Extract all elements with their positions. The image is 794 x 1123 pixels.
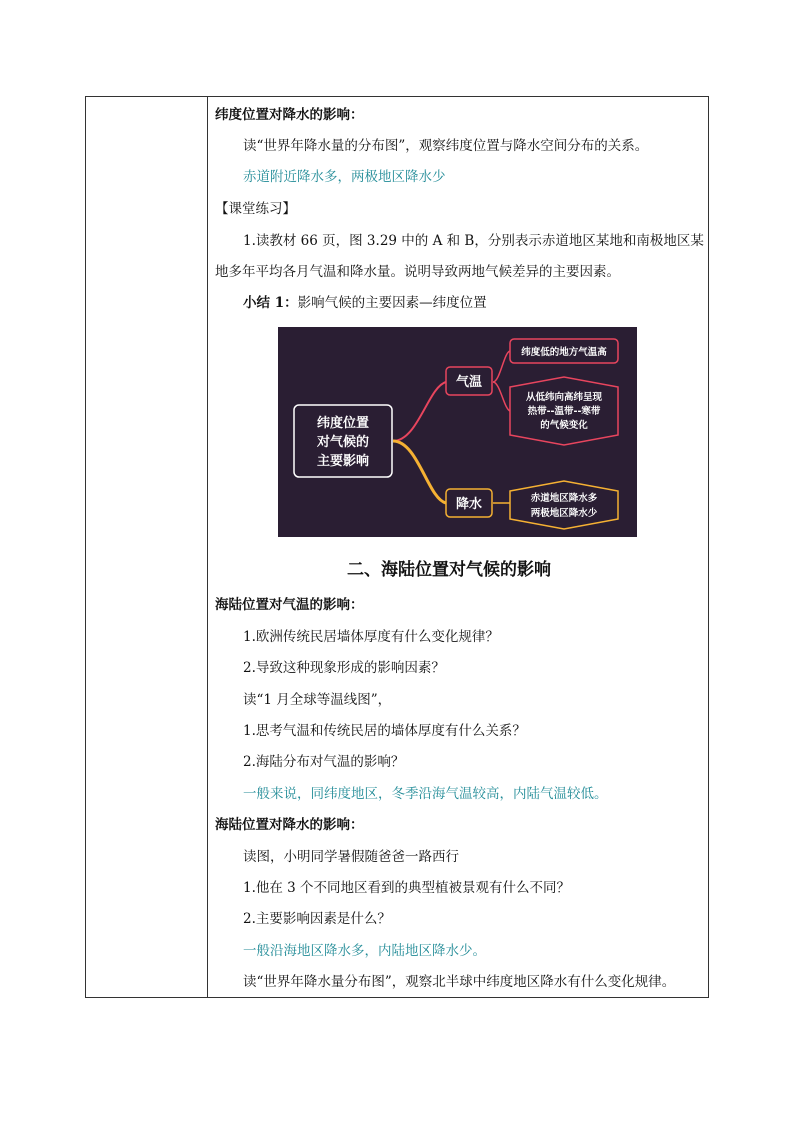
precip-point-line-2: 两极地区降水少 <box>530 508 598 519</box>
question: 2.导致这种现象形成的影响因素？ <box>243 660 445 676</box>
precip-point-node <box>510 481 618 529</box>
section-heading: 海陆位置对气温的影响： <box>215 597 364 613</box>
section-title: 二、海陆位置对气候的影响 <box>347 560 551 580</box>
answer-text: 一般沿海地区降水多，内陆地区降水少。 <box>243 943 486 959</box>
question: 1.他在 3 个不同地区看到的典型植被景观有什么不同？ <box>243 880 571 896</box>
question: 2.海陆分布对气温的影响？ <box>243 754 405 770</box>
center-line-3: 主要影响 <box>316 454 370 469</box>
paragraph: 读“世界年降水量分布图”，观察北半球中纬度地区降水有什么变化规律。 <box>243 974 676 990</box>
paragraph: 读“1 月全球等温线图”， <box>243 692 392 708</box>
precip-point-line-1: 赤道地区降水多 <box>530 493 598 504</box>
lesson-table <box>85 96 709 998</box>
question: 1.思考气温和传统民居的墙体厚度有什么关系？ <box>243 723 526 739</box>
paragraph: 1.读教材 66 页，图 3.29 中的 A 和 B，分别表示赤道地区某地和南极地区某 <box>243 233 704 249</box>
paragraph: 读“世界年降水量的分布图”，观察纬度位置与降水空间分布的关系。 <box>243 138 649 154</box>
section-heading: 海陆位置对降水的影响： <box>215 817 364 833</box>
left-column-cell <box>86 97 208 997</box>
practice-label: 【课堂练习】 <box>215 201 296 217</box>
summary-line <box>243 294 487 312</box>
temp-label: 气温 <box>455 375 483 390</box>
precip-label: 降水 <box>455 497 483 512</box>
question: 1.欧洲传统民居墙体厚度有什么变化规律？ <box>243 629 499 645</box>
mindmap-diagram <box>278 327 637 537</box>
center-line-2: 对气候的 <box>316 435 370 450</box>
paragraph: 地多年平均各月气温和降水量。说明导致两地气候差异的主要因素。 <box>215 264 620 280</box>
answer-text: 一般来说，同纬度地区，冬季沿海气温较高，内陆气温较低。 <box>243 786 608 802</box>
temp-point-2-line-3: 的气候变化 <box>540 420 588 431</box>
answer-text: 赤道附近降水多，两极地区降水少 <box>243 169 446 185</box>
temp-point-1: 纬度低的地方气温高 <box>521 347 607 358</box>
temp-point-2-line-2: 热带--温带--寒带 <box>527 406 601 417</box>
summary-text: 影响气候的主要因素—纬度位置 <box>297 295 487 311</box>
paragraph: 读图，小明同学暑假随爸爸一路西行 <box>243 849 459 865</box>
center-line-1: 纬度位置 <box>316 416 370 431</box>
question: 2.主要影响因素是什么？ <box>243 911 391 927</box>
section-heading: 纬度位置对降水的影响： <box>215 107 364 123</box>
summary-label: 小结 1： <box>243 295 298 311</box>
temp-point-2-line-1: 从低纬向高纬呈现 <box>525 392 603 403</box>
